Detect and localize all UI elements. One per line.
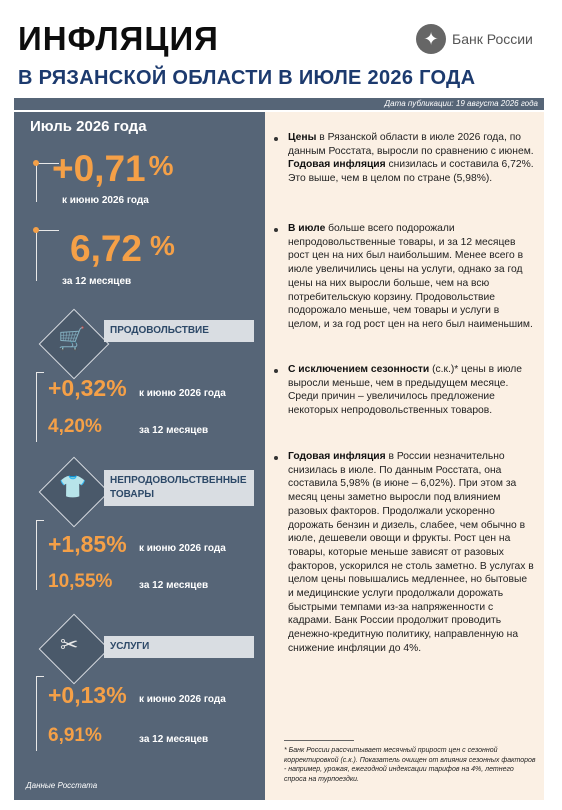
logo-text: Банк России (452, 31, 533, 47)
bracket-line (36, 520, 44, 521)
food-annual-label: за 12 месяцев (139, 425, 209, 436)
bracket-line (36, 372, 44, 373)
main-annual-unit: % (150, 230, 175, 261)
nonfood-icon-badge (38, 456, 108, 526)
bracket-line (36, 676, 44, 677)
clothing-icon: 👕 (59, 474, 87, 499)
page-subtitle: В РЯЗАНСКОЙ ОБЛАСТИ В ИЮЛЕ 2026 ГОДА (18, 67, 476, 89)
bullet-dot (274, 369, 278, 373)
data-source: Данные Росстата (26, 781, 98, 790)
p4-bold-1: Годовая инфляция (288, 451, 386, 462)
p2-text-1: больше всего подорожали непродовольственные товары, и за 12 месяцев рост цен на них был наибольшим. Менее всего в июле увеличились цены на услуги, однако за год цены на них выросли больше, чем на всю потребительскую корзину. Продовольствие подорожало меньше, чем товары и услуги в целом, и за год рост цен на него был наименьшим. (288, 223, 533, 330)
main-annual-value (70, 228, 175, 270)
main-monthly-unit: % (148, 150, 174, 181)
main-monthly-value (52, 148, 174, 190)
footnote: * Банк России рассчитывает месячный прирост цен с сезонной корректировкой (с.к.). Показатель очищен от влияния сезонных факторов - например, урожая, ежегодной индексации тарифов на 4%, летнего спроса на турпоездки. (284, 747, 536, 783)
nonfood-monthly-label: к июню 2026 года (139, 543, 226, 554)
p1-bold-1: Цены (288, 132, 317, 143)
eagle-emblem-icon: ✦ (416, 24, 446, 54)
services-annual-label: за 12 месяцев (139, 734, 209, 745)
paragraph-2 (288, 222, 534, 332)
bullet-dot (274, 137, 278, 141)
food-monthly-label: к июню 2026 года (139, 388, 226, 399)
bracket-line (36, 230, 59, 281)
category-label-food: ПРОДОВОЛЬСТВИЕ (104, 320, 254, 342)
bracket-line (36, 520, 38, 590)
paragraph-1 (288, 131, 534, 186)
p1-text-1: в Рязанской области в июле 2026 года, по данным Росстата, выросли по сравнению с июнем. (288, 132, 534, 157)
p1-bold-2: Годовая инфляция (288, 159, 386, 171)
main-monthly-label: к июню 2026 года (62, 195, 149, 206)
nonfood-annual-value: 10,55% (48, 571, 113, 592)
p2-bold-1: В июле (288, 223, 326, 234)
paragraph-4 (288, 450, 534, 656)
p4-text-1: в России незначительно снизилась в июле. По данным Росстата, она составила 5,98% (в июне – 6,02%). При этом за месяц цены заметно выросли под влиянием разовых факторов. Продолжали ускоренно дорожать бензин и дизель, слабее, чем обычно в июле, дешевели овощи и фрукты. Рост цен на товары, которые меньше зависят от разовых факторов, ускорился не столь заметно. В услугах в целом цены повышались медленнее, но бытовые и медицинские услуги продолжали дорожать быстрыми темпами из-за напряженности с кадрами. Банк России продолжит проводить денежно-кредитную политику, направленную на снижение инфляции до 4%. (288, 451, 534, 654)
paragraph-3 (288, 363, 534, 418)
shopping-cart-icon: 🛒 (58, 326, 86, 351)
services-annual-value: 6,91% (48, 725, 102, 746)
scissors-icon: ✂ (60, 632, 79, 657)
bank-logo (416, 24, 533, 54)
footnote-divider (284, 740, 354, 741)
bullet-dot (33, 227, 39, 233)
bracket-line (36, 372, 38, 442)
services-monthly-value: +0,13% (48, 682, 127, 708)
bracket-line (36, 676, 38, 751)
category-label-services: УСЛУГИ (104, 636, 254, 658)
p1-text-2: снизилась и составила 6,72%. Это выше, чем в целом по стране (5,98%). (288, 159, 534, 185)
bullet-dot (33, 160, 39, 166)
publication-date: Дата публикации: 19 августа 2026 года (14, 98, 544, 110)
page-title: ИНФЛЯЦИЯ (18, 20, 219, 57)
p3-text-1: (с.к.)* цены в июле выросли меньше, чем в предыдущем месяце. Среди причин – увеличилось предложение некоторых непродовольственных товаров. (288, 364, 522, 417)
category-label-nonfood: НЕПРОДОВОЛЬСТВЕННЫЕ ТОВАРЫ (104, 470, 254, 506)
p3-bold-1: С исключением сезонности (288, 364, 430, 375)
food-icon-badge (38, 308, 108, 378)
month-heading: Июль 2026 года (30, 118, 147, 135)
bullet-dot (274, 456, 278, 460)
nonfood-annual-label: за 12 месяцев (139, 580, 209, 591)
services-monthly-label: к июню 2026 года (139, 694, 226, 705)
main-annual-label: за 12 месяцев (62, 276, 132, 287)
bullet-dot (274, 228, 278, 232)
main-monthly-number: +0,71 (52, 148, 146, 189)
services-icon-badge (38, 613, 108, 683)
food-monthly-value: +0,32% (48, 375, 127, 401)
food-annual-value: 4,20% (48, 416, 102, 437)
nonfood-monthly-value: +1,85% (48, 531, 127, 557)
main-annual-number: 6,72 (70, 228, 143, 269)
